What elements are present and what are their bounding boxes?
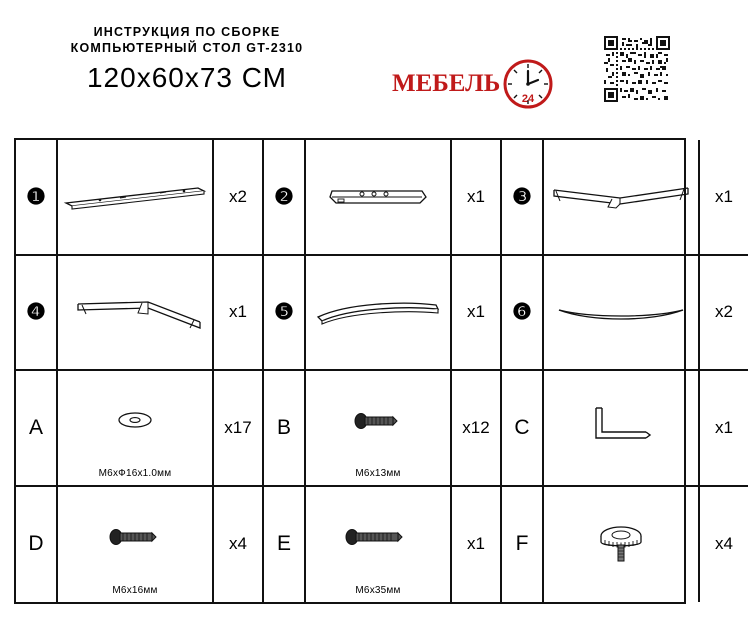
part-spec-E: M6x35мм (355, 585, 401, 596)
part-qty-4: x1 (229, 302, 247, 322)
part-cell-F (502, 487, 748, 603)
brand-logo (392, 58, 554, 110)
part-index-6: ❻ (502, 256, 544, 370)
part-image-angled-frame-bar (58, 256, 214, 370)
part-image-bolt-long (306, 487, 452, 603)
part-qty-D: x4 (229, 534, 247, 554)
part-image-washer (58, 371, 214, 485)
part-cell-D (16, 487, 264, 603)
part-cell-C (502, 371, 748, 487)
part-cell-3 (502, 140, 748, 256)
part-qty-C: x1 (715, 417, 733, 437)
part-image-allen-key (544, 371, 700, 485)
part-index-F (502, 487, 544, 603)
part-index-2: ❷ (264, 140, 306, 254)
part-cell-B (264, 371, 502, 487)
part-cell-2 (264, 140, 502, 256)
document-header (0, 0, 700, 118)
part-index-E (264, 487, 306, 603)
instruction-title-line-2: КОМПЬЮТЕРНЫЙ СТОЛ GT-2310 (70, 41, 304, 55)
part-image-long-rail-panel (58, 140, 214, 254)
part-qty-E: x1 (467, 534, 485, 554)
part-qty-B: x12 (462, 417, 490, 437)
part-qty-A: x17 (224, 417, 252, 437)
part-index-1: ❶ (16, 140, 58, 254)
part-qty-6: x2 (715, 302, 733, 322)
brand-name: МЕБЕЛЬ (392, 70, 501, 97)
part-qty-3: x1 (715, 186, 733, 206)
product-dimensions: 120x60x73 СМ (86, 62, 287, 93)
part-image-thin-curved-panel (544, 256, 700, 370)
part-spec-D: M6x16мм (112, 585, 158, 596)
part-image-wide-frame-bar (544, 140, 700, 254)
part-cell-E (264, 487, 502, 603)
part-cell-A (16, 371, 264, 487)
part-qty-5: x1 (467, 302, 485, 322)
part-spec-B: M6x13мм (355, 467, 401, 479)
part-index-E-label: E (276, 532, 291, 556)
part-index-4: ❹ (16, 256, 58, 370)
clock-number-label: 24 (522, 93, 535, 105)
part-index-C-label: C (514, 415, 530, 439)
instruction-title-line-1: ИНСТРУКЦИЯ ПО СБОРКЕ (93, 25, 281, 39)
part-index-D (16, 487, 58, 603)
part-index-B-label: B (276, 415, 291, 439)
part-qty-1: x2 (229, 186, 247, 206)
part-index-D-label: D (28, 532, 44, 556)
clock-icon (502, 58, 554, 110)
part-index-A-label: A (28, 415, 43, 439)
part-cell-1 (16, 140, 264, 256)
part-qty-F: x4 (715, 534, 733, 554)
part-cell-6 (502, 256, 748, 372)
part-cell-4 (16, 256, 264, 372)
part-image-bracket-plate (306, 140, 452, 254)
part-index-A (16, 371, 58, 485)
part-spec-A: M6xФ16x1.0мм (98, 467, 172, 479)
part-image-bolt-medium (58, 487, 214, 603)
part-image-table-top-panel (306, 256, 452, 370)
part-index-F-label: F (515, 532, 529, 556)
part-index-5: ❺ (264, 256, 306, 370)
part-index-C (502, 371, 544, 485)
part-cell-5 (264, 256, 502, 372)
parts-list-table (14, 138, 733, 604)
part-index-3: ❸ (502, 140, 544, 254)
part-image-bolt-short (306, 371, 452, 485)
qr-code-icon (604, 36, 670, 102)
part-index-B (264, 371, 306, 485)
part-image-knob-screw (544, 487, 700, 603)
part-qty-2: x1 (467, 186, 485, 206)
title-block (22, 24, 352, 94)
